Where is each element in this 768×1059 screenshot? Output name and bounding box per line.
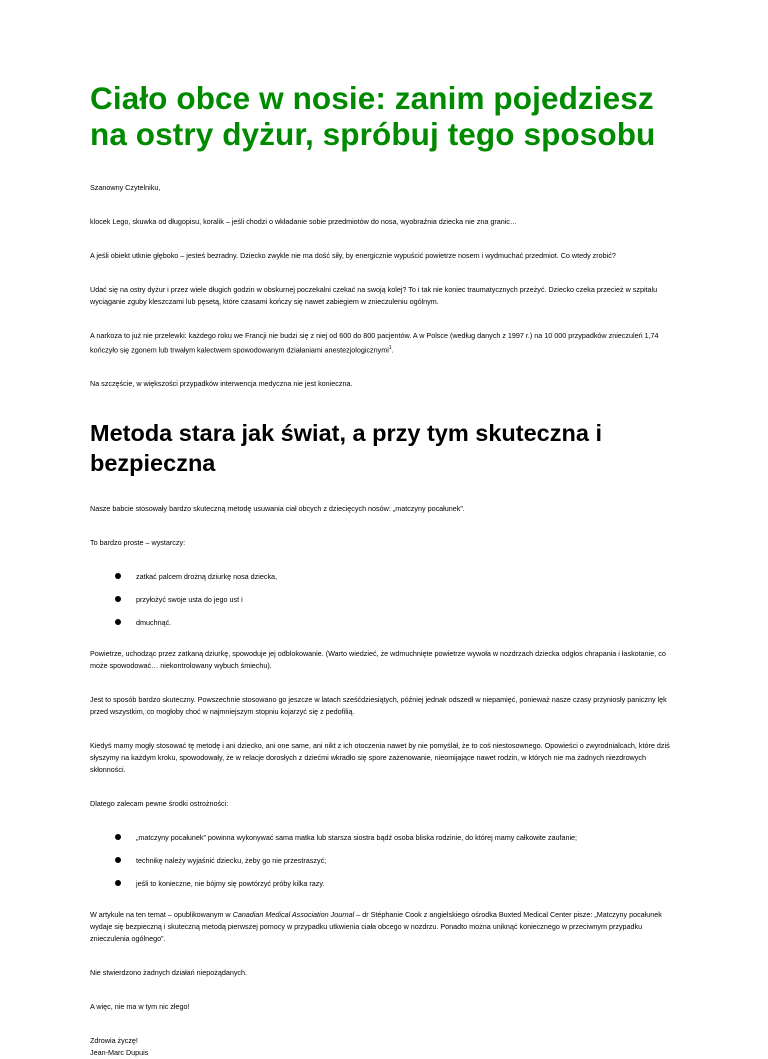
- intro-paragraph-3: Udać się na ostry dyżur i przez wiele długich godzin w obskurnej poczekalni czekać na swoją kolej? To i tak nie koniec traumatycznych przeżyć. Dziecko czeka przecież w szpitalu wyciąganie zguby kleszczami lub pęsetą, które czasami kończy się nawet zabiegiem w znieczuleniu ogólnym.: [90, 285, 658, 306]
- air-paragraph: Powietrze, uchodząc przez zatkaną dziurkę, spowoduje jej odblokowanie. (Warto wiedzieć, że wdmuchnięte powietrze wywoła w nozdrzach dziecka odgłos chrapania i łaskotanie, co może spowodować… niekontrolowany wybuch śmiechu).: [90, 649, 666, 671]
- method-intro-paragraph: Nasze babcie stosowały bardzo skuteczną metodę usuwania ciał obcych z dziecięcych nosów: „matczyny pocałunek”.: [90, 504, 465, 514]
- list-item: technikę należy wyjaśnić dziecku, żeby go nie przestraszyć;: [90, 855, 680, 867]
- stats-text: A narkoza to już nie przelewki: każdego roku we Francji nie budzi się z niej od 600 do 800 pacjentów. A w Polsce (według danych z 1997 r.) na 10 000 przypadków znieczuleń 1,74 kończyło się zgonem lub trwałym kalectwem spowodowanym działaniami anestezjologicznymi: [90, 331, 659, 355]
- stats-end: .: [391, 345, 394, 355]
- no-harm-paragraph: A więc, nie ma w tym nic złego!: [90, 1002, 190, 1012]
- no-side-effects-paragraph: Nie stwierdzono żadnych działań niepożądanych.: [90, 968, 248, 978]
- list-item: przyłożyć swoje usta do jego ust i: [90, 594, 680, 606]
- article: [90, 80, 680, 1059]
- list-item: jeśli to konieczne, nie bójmy się powtórzyć próby kilka razy.: [90, 878, 680, 890]
- stats-paragraph: [90, 330, 680, 356]
- cmaj-paragraph: [90, 909, 680, 945]
- journal-name: Canadian Medical Association Journal: [232, 910, 355, 920]
- intro-paragraph-1: klocek Lego, skuwka od długopisu, koralik – jeśli chodzi o wkładanie sobie przedmiotów do nosa, wyobraźnia dziecka nie zna granic…: [90, 217, 518, 226]
- signature-block: [90, 1035, 680, 1059]
- author: Jean-Marc Dupuis: [90, 1048, 149, 1058]
- greeting: Szanowny Czytelniku,: [90, 183, 161, 192]
- list-item: zatkać palcem drożną dziurkę nosa dziecka,: [90, 571, 680, 583]
- article-title: Ciało obce w nosie: zanim pojedziesz na ostry dyżur, spróbuj tego sposobu: [90, 80, 656, 152]
- fortunately-paragraph: Na szczęście, w większości przypadków interwencja medyczna nie jest konieczna.: [90, 379, 353, 389]
- cmaj-post: – dr Stéphanie Cook z angielskiego ośrodka Buxted Medical Center pisze: „Matczyny pocałunek wydaje się bezpieczną i skuteczną metodą pierwszej pomocy w przypadku utkwienia ciała obcego w nozdrzu. Ponadto można uniknąć koniecznego w przeciwnym przypadku znieczulenia ogólnego”.: [90, 910, 662, 944]
- section-title: Metoda stara jak świat, a przy tym skuteczna i bezpieczna: [90, 420, 602, 477]
- footnote-marker: 1: [388, 345, 392, 351]
- closing: Zdrowia życzę!: [90, 1036, 138, 1046]
- cmaj-pre: W artykule na ten temat – opublikowanym w: [90, 910, 233, 920]
- list-item: „matczyny pocałunek” powinna wykonywać sama matka lub starsza siostra bądź osoba bliska rodzinie, do której mamy całkowite zaufanie;: [90, 832, 680, 844]
- intro-paragraph-2: A jeśli obiekt utknie głęboko – jesteś bezradny. Dziecko zwykle nie ma dość siły, by energicznie wypuścić powietrze nosem i wydmuchać przedmiot. Co wtedy zrobić?: [90, 251, 616, 260]
- list-item: dmuchnąć.: [90, 617, 680, 629]
- precautions-paragraph: Dlatego zalecam pewne środki ostrożności:: [90, 799, 229, 809]
- steps-list: [90, 571, 680, 629]
- simple-paragraph: To bardzo proste – wystarczy:: [90, 538, 186, 548]
- once-paragraph: Kiedyś mamy mogły stosować tę metodę i ani dziecko, ani one same, ani nikt z ich otoczenia nawet by nie pomyślał, że to coś niestosownego. Opowieści o zwyrodnialcach, które dziś słyszymy na każdym kroku, spowodowały, że w relacje dorosłych z dziećmi wkradło się spore zażenowanie, nieomijające nawet rodzin, w których nie ma żadnych niezdrowych skłonności.: [90, 741, 670, 775]
- rules-list: [90, 832, 680, 890]
- effective-paragraph: Jest to sposób bardzo skuteczny. Powszechnie stosowano go jeszcze w latach sześćdziesiątych, później jednak odszedł w niepamięć, ponieważ nasze czasy przyniosły paniczny lęk przed wszystkim, co mogłoby choć w najmniejszym stopniu kojarzyć się z pedofilią.: [90, 695, 667, 717]
